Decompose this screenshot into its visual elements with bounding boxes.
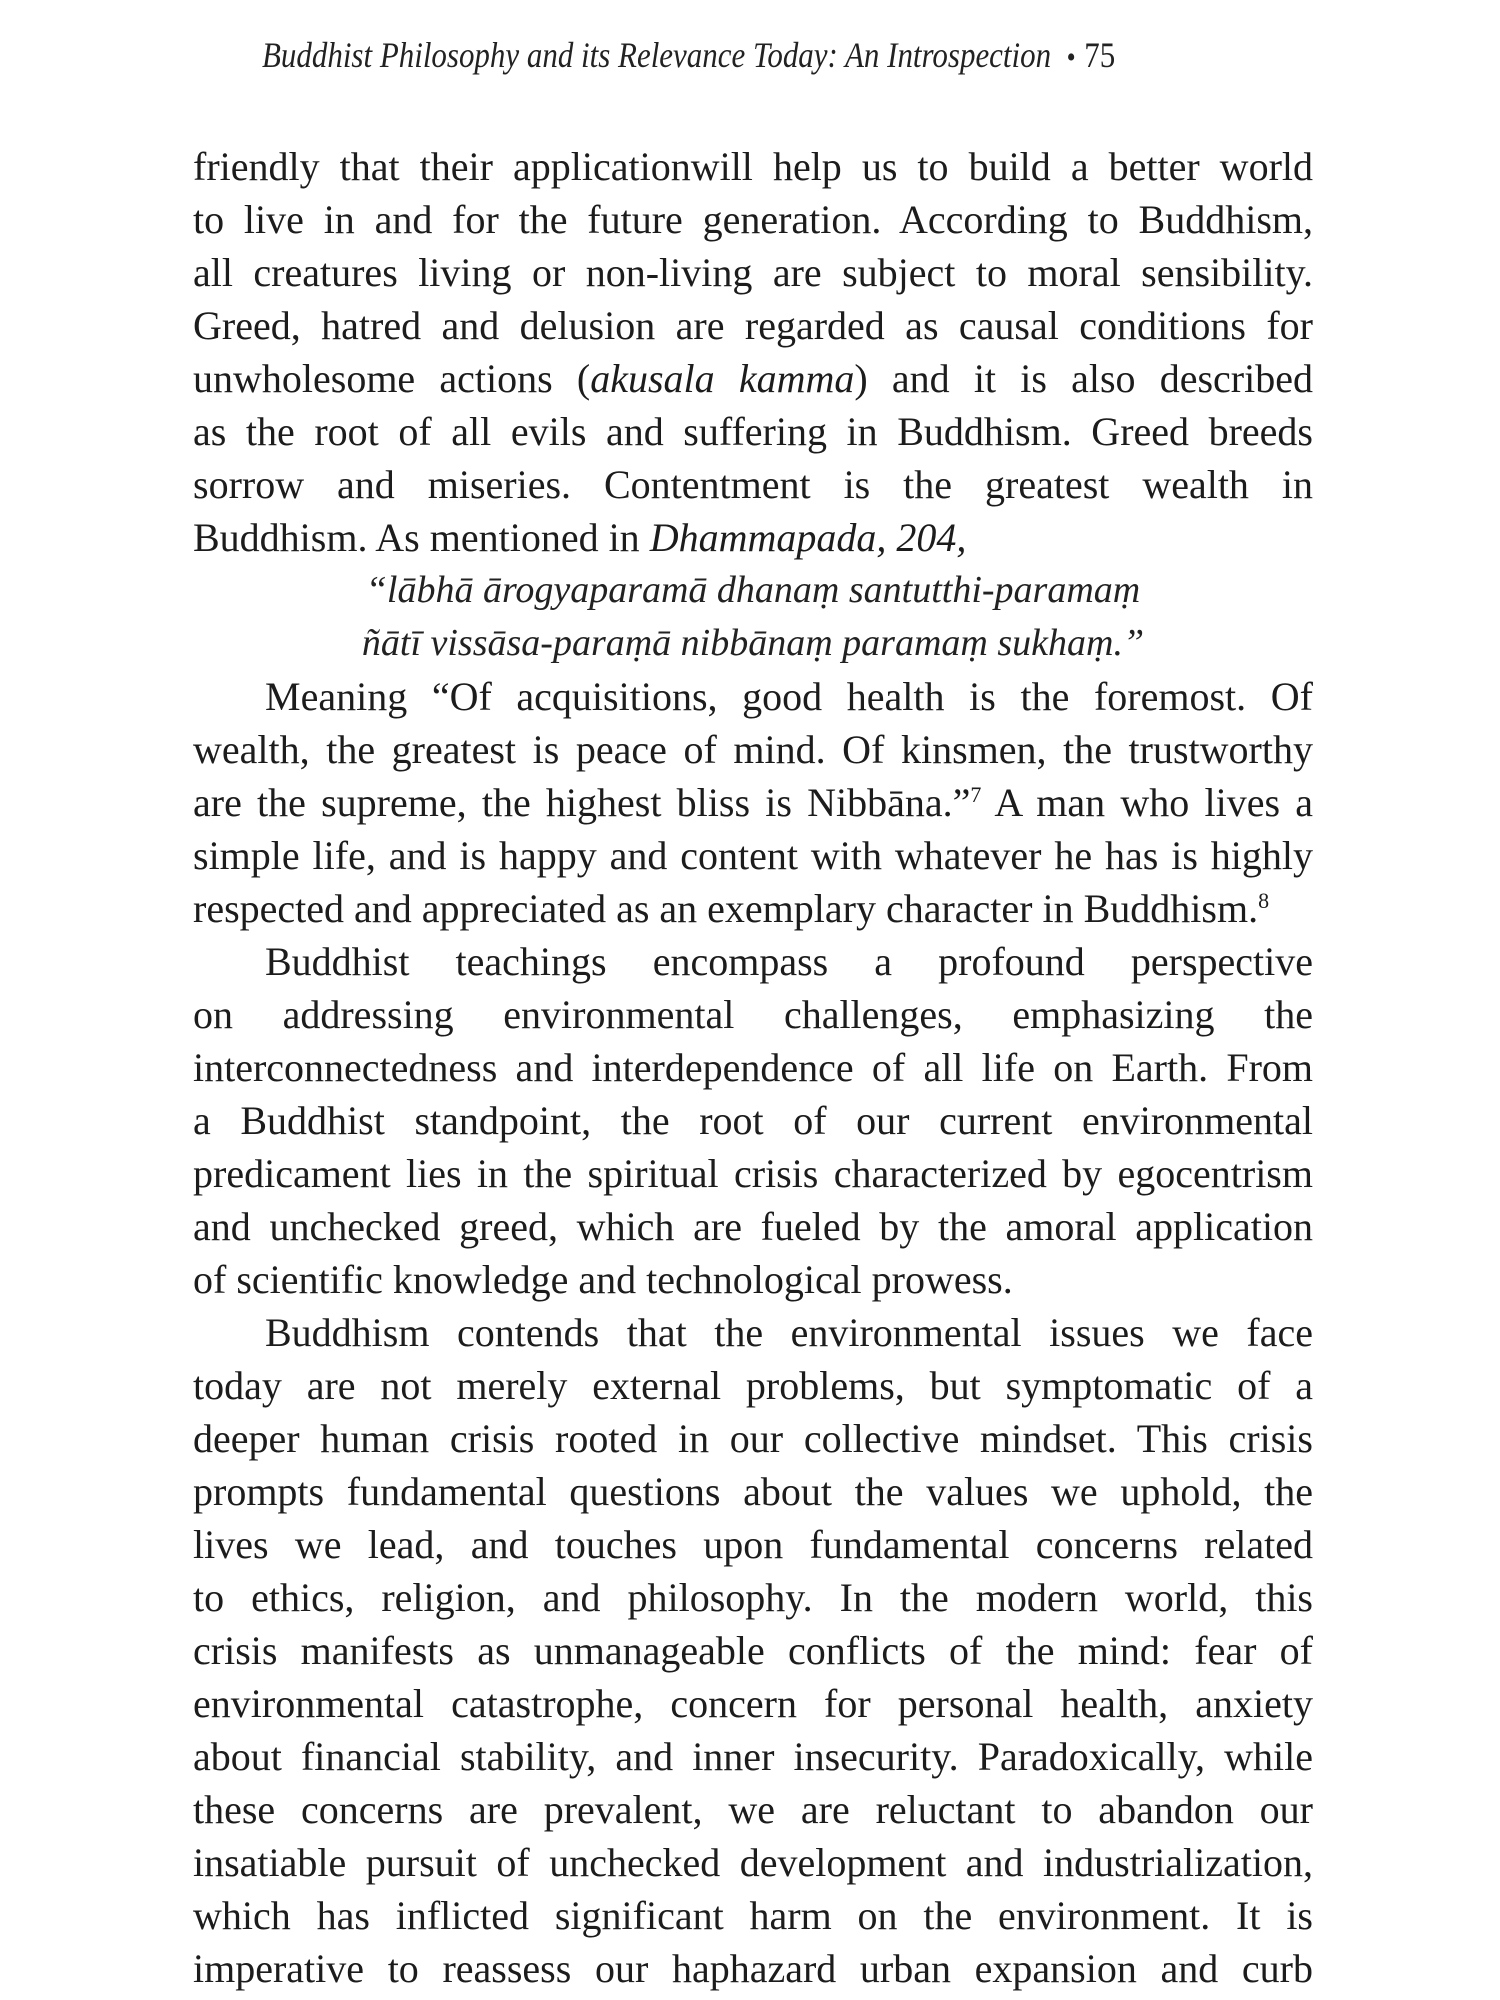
- citation-italic: Dhammapada, 204,: [649, 515, 967, 560]
- paragraph-meaning: [193, 670, 1313, 935]
- text-line: insatiable pursuit of unchecked development and industrialization,: [193, 1840, 1313, 1885]
- text-run: A man who lives a: [981, 780, 1313, 825]
- text-line: to live in and for the future generation. According to Buddhism,: [193, 197, 1313, 242]
- text-line: a Buddhist standpoint, the root of our current environmental: [193, 1098, 1313, 1143]
- text-line: of scientific knowledge and technological prowess.: [193, 1257, 1013, 1302]
- text-line: [193, 882, 1313, 935]
- paragraph-continued: [193, 140, 1313, 564]
- running-header: [262, 30, 1174, 80]
- text-line: [193, 511, 1313, 564]
- text-line: crisis manifests as unmanageable conflicts of the mind: fear of: [193, 1628, 1313, 1673]
- text-line: wealth, the greatest is peace of mind. Of kinsmen, the trustworthy: [193, 727, 1313, 772]
- text-line: friendly that their applicationwill help us to build a better world: [193, 144, 1313, 189]
- text-line: today are not merely external problems, but symptomatic of a: [193, 1363, 1313, 1408]
- text-line: lives we lead, and touches upon fundamental concerns related: [193, 1522, 1313, 1567]
- text-line: sorrow and miseries. Contentment is the greatest wealth in: [193, 462, 1313, 507]
- text-line: Buddhist teachings encompass a profound perspective: [265, 939, 1313, 984]
- running-title: Buddhist Philosophy and its Relevance Today: An Introspection: [262, 35, 1052, 75]
- text-line: [193, 776, 1313, 829]
- body-text: [193, 140, 1313, 1995]
- page-number: 75: [1084, 35, 1116, 75]
- pali-verse-quote: [193, 564, 1313, 670]
- text-line: imperative to reassess our haphazard urban expansion and curb: [193, 1946, 1313, 1991]
- text-line: [193, 352, 1313, 405]
- text-line: on addressing environmental challenges, emphasizing the: [193, 992, 1313, 1037]
- text-line: interconnectedness and interdependence of all life on Earth. From: [193, 1045, 1313, 1090]
- text-line: simple life, and is happy and content with whatever he has is highly: [193, 833, 1313, 878]
- text-line: prompts fundamental questions about the values we uphold, the: [193, 1469, 1313, 1514]
- text-run: unwholesome actions (: [193, 356, 591, 401]
- pali-term-italic: akusala kamma: [590, 356, 855, 401]
- text-line: about financial stability, and inner insecurity. Paradoxically, while: [193, 1734, 1313, 1779]
- text-run: respected and appreciated as an exemplary character in Buddhism.: [193, 886, 1259, 931]
- text-line: Greed, hatred and delusion are regarded as causal conditions for: [193, 303, 1313, 348]
- paragraph-contends: [193, 1306, 1313, 1995]
- text-line: Meaning “Of acquisitions, good health is the foremost. Of: [265, 674, 1313, 719]
- quote-line: ñātī vissāsa-paraṃā nibbānaṃ paramaṃ sukhaṃ.”: [361, 622, 1145, 664]
- quote-line: “lābhā ārogyaparamā dhanaṃ santutthi-paramaṃ: [365, 569, 1141, 611]
- text-line: predicament lies in the spiritual crisis characterized by egocentrism: [193, 1151, 1313, 1196]
- text-line: deeper human crisis rooted in our collective mindset. This crisis: [193, 1416, 1313, 1461]
- bullet-separator-icon: •: [1066, 41, 1076, 74]
- text-line: which has inflicted significant harm on the environment. It is: [193, 1893, 1313, 1938]
- text-run: ) and it is also described: [854, 356, 1313, 401]
- text-line: these concerns are prevalent, we are reluctant to abandon our: [193, 1787, 1313, 1832]
- paragraph-teachings: [193, 935, 1313, 1306]
- text-line: all creatures living or non-living are subject to moral sensibility.: [193, 250, 1313, 295]
- footnote-ref[interactable]: 7: [970, 782, 982, 807]
- text-line: as the root of all evils and suffering in Buddhism. Greed breeds: [193, 409, 1313, 454]
- footnote-ref[interactable]: 8: [1258, 888, 1270, 913]
- text-run: are the supreme, the highest bliss is Nibbāna.”: [193, 780, 971, 825]
- text-line: environmental catastrophe, concern for personal health, anxiety: [193, 1681, 1313, 1726]
- text-line: and unchecked greed, which are fueled by the amoral application: [193, 1204, 1313, 1249]
- text-line: Buddhism contends that the environmental issues we face: [265, 1310, 1313, 1355]
- text-line: to ethics, religion, and philosophy. In the modern world, this: [193, 1575, 1313, 1620]
- text-run: Buddhism. As mentioned in: [193, 515, 650, 560]
